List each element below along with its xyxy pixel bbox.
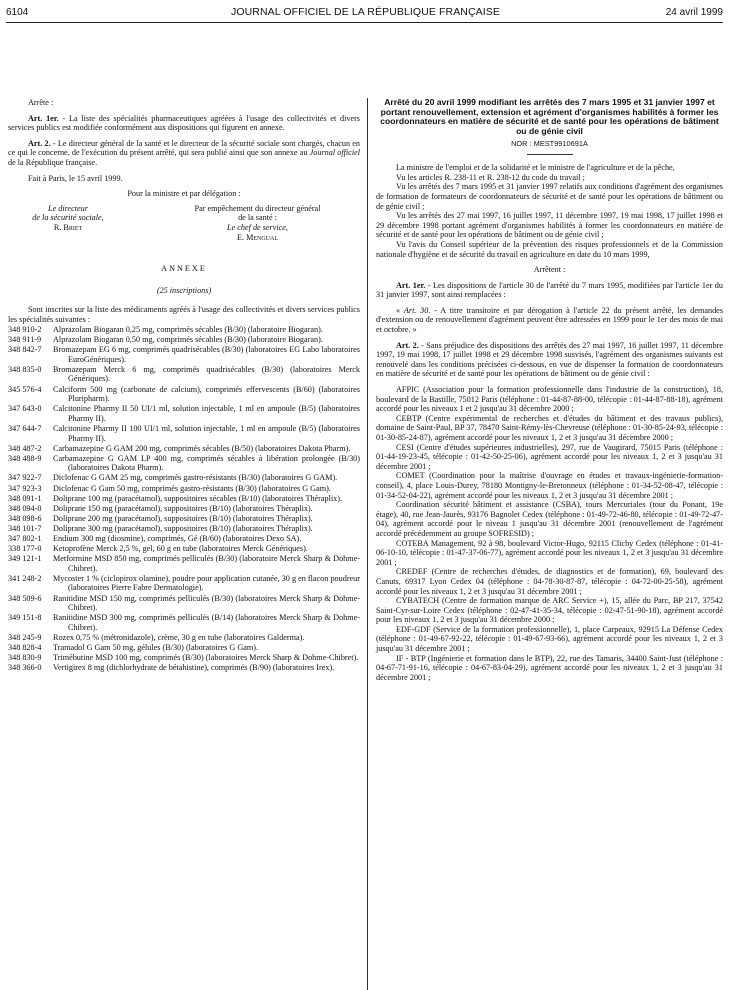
- drug-entry: [8, 574, 360, 593]
- article-2: [8, 139, 360, 168]
- drug-code: 348 098-6: [8, 513, 42, 523]
- drug-code: 341 248-2: [8, 573, 42, 583]
- drug-description: Diclofenac G GAM 25 mg, comprimés gastro-résistants (B/30) (laboratoires G GAM).: [53, 473, 338, 483]
- drug-entry: [8, 594, 360, 613]
- column-divider: [367, 98, 368, 990]
- drug-entry: [8, 613, 360, 632]
- organism-entry: Coordination sécurité bâtiment et assistance (CSBA), tours Mercuriales (tour du Ponant, 19e étage), 40, rue Jean-Jaurès, 93176 Bagnolet Cedex (téléphone : 01-49-72-46-80, télécopie : 01-49-72-47-04), agrément accordé pour le niveau 1 jusqu'au 31 décembre 2001 (renouvellement de l'agrément accordé précédemment au groupe SOFRESID) ;: [376, 500, 723, 538]
- drug-code: 348 245-9: [8, 632, 42, 642]
- nor-reference: NOR : MESТ9910691A: [511, 138, 588, 148]
- drug-code: 338 177-0: [8, 544, 42, 554]
- article-1-text: - La liste des spécialités pharmaceutiques agréées à l'usage des collectivités et divers services publics est modifiée conformément aux dispositions qui figurent en annexe.: [8, 113, 360, 133]
- drug-description: Trimébutine MSD 100 mg, comprimés (B/30) (laboratoires Merck Sharp & Dohme-Chibret).: [53, 653, 359, 663]
- article-30-label: Art. 30.: [403, 305, 431, 315]
- journal-title: JOURNAL OFFICIEL DE LA RÉPUBLIQUE FRANÇAISE: [231, 6, 500, 18]
- drug-code: 348 487-2: [8, 443, 42, 453]
- drug-description: Doliprane 100 mg (paracétamol), suppositoires sécables (B/10) (laboratoires Théraplix).: [53, 493, 343, 503]
- article-30-text: - A titre transitoire et par dérogation à l'article 22 du présent arrêté, les demandes d'extension ou de renouvellement d'agrément peuvent être adressées en 1999 pour le 1er des mois de mai et octobre. »: [376, 305, 724, 335]
- drug-description: Carbamazepine G GAM LP 400 mg, comprimés sécables à libération prolongée (B/30) (laboratoires Dakota Pharm).: [53, 453, 360, 473]
- drug-description: Doliprane 150 mg (paracétamol), suppositoires (B/10) (laboratoires Théraplix).: [53, 503, 313, 513]
- drug-code: 347 923-3: [8, 483, 42, 493]
- drug-entry: [8, 473, 360, 483]
- drug-code: 348 488-9: [8, 453, 42, 463]
- drug-code: 348 094-0: [8, 503, 42, 513]
- signer-right-3: Le chef de service,: [227, 222, 288, 232]
- drug-entry: [8, 404, 360, 423]
- drug-description: Doliprane 300 mg (paracétamol), suppositoires (B/10) (laboratoires Théraplix).: [53, 523, 313, 533]
- drug-code: 349 151-8: [8, 613, 42, 623]
- delegation-line: Pour la ministre et par délégation :: [127, 189, 241, 199]
- drug-entry: [8, 643, 360, 653]
- drug-code: 347 922-7: [8, 473, 42, 483]
- signature-place-date: Fait à Paris, le 15 avril 1999.: [28, 173, 123, 183]
- signature-left: [8, 204, 128, 242]
- annexe-intro: Sont inscrites sur la liste des médicaments agréés à l'usage des collectivités et divers services publics les spécialités suivantes :: [8, 305, 360, 324]
- decree-title: Arrêté du 20 avril 1999 modifiant les arrêtés des 7 mars 1995 et 31 janvier 1997 et portant renouvellement, extension et agrément d'organismes habilités à former les coordonnateurs en matière de sécurité et de santé pour les opérations de bâtiment ou de génie civil: [380, 97, 719, 136]
- drug-entry: [8, 454, 360, 473]
- page-number: 6104: [6, 7, 29, 18]
- drug-entry: [8, 504, 360, 514]
- drug-entry: [8, 554, 360, 573]
- drug-entry: [8, 385, 360, 404]
- visa-paragraph: Vu les articles R. 238-11 et R. 238-12 du code du travail ;: [396, 172, 585, 182]
- drug-code: 347 802-1: [8, 533, 42, 543]
- right-article-1: [376, 281, 723, 300]
- drug-entry: [8, 494, 360, 504]
- quote-open: «: [396, 305, 404, 315]
- page-header: [0, 6, 731, 22]
- drug-code: 347 643-0: [8, 404, 42, 414]
- issue-date: 24 avril 1999: [665, 7, 723, 18]
- drug-description: Diclofenac G Gam 50 mg, comprimés gastro-résistants (B/30) (laboratoires G Gam).: [53, 483, 331, 493]
- visa-paragraph: Vu les arrêtés des 27 mai 1997, 16 juillet 1997, 11 décembre 1997, 19 mai 1998, 17 juillet 1998 et 29 décembre 1998 portant agrément d'organismes habilités à former les coordonnateurs en matière de sécurité et de santé pour les opérations de bâtiment ou de génie civil ;: [376, 211, 723, 240]
- article-2-end: de la République française.: [8, 157, 98, 167]
- signer-title-2: de la sécurité sociale,: [32, 213, 104, 223]
- right-article-1-text: - Les dispositions de l'article 30 de l'arrêté du 7 mars 1995, modifiées par l'article 1er du 31 janvier 1997, sont ainsi remplacées :: [376, 280, 723, 300]
- drug-description: Tramadol G Gam 50 mg, gélules (B/30) (laboratoires G Gam).: [53, 643, 259, 652]
- drug-list: [8, 325, 360, 673]
- article-2-text: - Le directeur général de la santé et le directeur de la sécurité sociale sont chargés, chacun en ce qui le concerne, de l'exécution du présent arrêté, qui sera publié ainsi que son annexe au: [8, 138, 361, 158]
- right-article-2-label: Art. 2.: [396, 340, 419, 350]
- arrete-label: Arrête :: [28, 98, 54, 107]
- drug-entry: [8, 345, 360, 364]
- drug-entry: [8, 633, 360, 643]
- drug-description: Vertigirex 8 mg (dichlorhydrate de bétahistine), comprimés (B/90) (laboratoires Irex).: [53, 663, 335, 673]
- visa-paragraph: Vu les arrêtés des 7 mars 1995 et 31 janvier 1997 relatifs aux conditions d'agrément des organismes de formation de formateurs de coordonnateurs de sécurité et de santé pour les opérations de bâtiment ou de génie civil ;: [376, 182, 723, 211]
- drug-code: 348 366-0: [8, 663, 42, 673]
- organism-list: [376, 385, 723, 682]
- drug-code: 348 101-7: [8, 523, 42, 533]
- left-column: [8, 98, 360, 673]
- organism-entry: IF - BTP (Ingénierie et formation dans le BTP), 22, rue des Tamaris, 34400 Saint-Just (téléphone : 04-67-71-91-16, télécopie : 04-67-83-04-29), agrément accordé pour les niveaux 1, 2 et 3 jusqu'au 31 décembre 2001 ;: [376, 653, 723, 682]
- drug-entry: [8, 663, 360, 673]
- signer-title-1: Le directeur: [48, 203, 88, 213]
- signer-right-2: de la santé :: [238, 213, 277, 223]
- organism-entry: EDF-GDF (Service de la formation professionnelle), 1, place Carpeaux, 92915 La Défense Cedex (téléphone : 01-49-67-92-22, télécopie : 01-49-67-93-66), agrément accordé pour les niveaux 1, 2 et 3 jusqu'au 31 décembre 2001 ;: [376, 624, 723, 654]
- drug-entry: [8, 365, 360, 384]
- visa-paragraphs: [376, 163, 723, 259]
- drug-description: Carbamazepine G GAM 200 mg, comprimés sécables (B/50) (laboratoires Dakota Pharm).: [53, 443, 351, 453]
- drug-description: Alprazolam Biogaran 0,25 mg, comprimés sécables (B/30) (laboratoire Biogaran).: [53, 325, 323, 334]
- drug-description: Rozex 0,75 % (métronidazole), crème, 30 g en tube (laboratoires Galderma).: [53, 632, 305, 642]
- inscriptions-count: (25 inscriptions): [156, 285, 212, 295]
- organism-entry: AFPIC (Association pour la formation professionnelle dans l'industrie de la construction), 18, boulevard de la Bastille, 75012 Paris (téléphone : 01-44-87-88-00, télécopie : 01-44-87-88-18), agrément accordé pour les niveaux 1 et 2 jusqu'au 31 décembre 2000 ;: [376, 385, 723, 414]
- signatures: [8, 204, 360, 242]
- drug-entry: [8, 335, 360, 345]
- signer-name-left: R. Briet: [53, 222, 83, 232]
- drug-description: Ranitidine MSD 150 mg, comprimés pelliculés (B/30) (laboratoires Merck Sharp & Dohme-Chibret).: [53, 593, 360, 613]
- article-1: [8, 114, 360, 133]
- drug-entry: [8, 444, 360, 454]
- drug-entry: [8, 653, 360, 663]
- drug-entry: [8, 544, 360, 554]
- drug-description: Endium 300 mg (diosmine), comprimés, Gé (B/60) (laboratoires Dexo SA).: [53, 533, 302, 543]
- drug-code: 348 830-9: [8, 653, 42, 663]
- drug-code: 348 828-4: [8, 643, 42, 652]
- drug-entry: [8, 484, 360, 494]
- article-2-label: Art. 2.: [28, 138, 51, 148]
- organism-entry: CESI (Centre d'études supérieures industrielles), 297, rue de Vaugirard, 75015 Paris (téléphone : 01-44-19-23-45, télécopie : 01-42-50-25-06), agrément accordé pour les niveaux 1, 2 et 3 jusqu'au 31 décembre 2001 ;: [376, 442, 723, 471]
- drug-code: 347 644-7: [8, 423, 42, 433]
- right-article-1-label: Art. 1er.: [396, 280, 426, 290]
- drug-code: 345 576-4: [8, 384, 42, 394]
- organism-entry: COTEBA Management, 92 à 98, boulevard Victor-Hugo, 92115 Clichy Cedex (téléphone : 01-41-06-10-10, télécopie : 01-47-37-06-77), agrément accordé pour les niveaux 1, 2 et 3 jusqu'au 31 décembre 2001 ;: [376, 538, 723, 567]
- visa-paragraph: Vu l'avis du Conseil supérieur de la prévention des risques professionnels et de la Commission nationale d'hygiène et de sécurité du travail en agriculture en date du 10 mars 1999,: [376, 239, 723, 259]
- drug-entry: [8, 514, 360, 524]
- drug-code: 348 835-0: [8, 364, 42, 374]
- organism-entry: COMET (Coordination pour la maîtrise d'ouvrage en études et travaux-ingénierie-formation-conseil), 4, place Louis-Durey, 78180 Montigny-le-Bretonneux (téléphone : 01-34-52-08-47, télécopie : 01-34-52-04-22), agrément accordé pour les niveaux 1, 2 et 3 jusqu'au 31 décembre 2001 ;: [376, 471, 723, 500]
- header-rule: [6, 22, 723, 23]
- drug-description: Ranitidine MSD 300 mg, comprimés pelliculés (B/14) (laboratoires Merck Sharp & Dohme-Chibret).: [53, 613, 360, 632]
- signer-right-1: Par empêchement du directeur général: [194, 203, 321, 213]
- visa-paragraph: La ministre de l'emploi et de la solidarité et le ministre de l'agriculture et de la pêche,: [396, 163, 675, 173]
- right-article-2: [376, 341, 723, 379]
- arretent-label: Arrêtent :: [533, 265, 566, 275]
- drug-code: 348 091-1: [8, 493, 42, 503]
- drug-entry: [8, 534, 360, 544]
- organism-entry: CYBATECH (Centre de formation marque de ARC Service +), 15, allée du Parc, BP 217, 37542 Saint-Cyr-sur-Loire Cedex (téléphone : 02-47-41-35-34, télécopie : 02-47-51-90-18), agrément accordé pour les niveaux 1, 2 et 3 jusqu'au 31 décembre 2000 ;: [376, 596, 723, 625]
- signer-name-right: E. Mengual: [236, 232, 279, 242]
- drug-code: 348 509-6: [8, 593, 42, 603]
- title-separator: [527, 154, 573, 155]
- drug-description: Calcitonine Pharmy II 100 UI/1 ml, solution injectable, 1 ml en ampoule (B/5) (laboratoires Pharmy II).: [53, 423, 360, 443]
- drug-code: 348 842-7: [8, 345, 42, 355]
- drug-description: Ketoprofène Merck 2,5 %, gel, 60 g en tube (laboratoires Merck Génériques).: [53, 544, 308, 554]
- annexe-heading: ANNEXE: [161, 264, 207, 274]
- drug-description: Calciform 500 mg (carbonate de calcium), comprimés effervescents (B/60) (laboratoires Pluripharm).: [53, 384, 360, 404]
- drug-description: Alprazolam Biogaran 0,50 mg, comprimés sécables (B/30) (laboratoire Biogaran).: [53, 335, 323, 345]
- journal-officiel-ref: Journal officiel: [309, 148, 361, 158]
- article-1-label: Art. 1er.: [28, 113, 59, 123]
- drug-description: Bromazepam EG 6 mg, comprimés quadrisécables (B/30) (laboratoires EG Labo laboratoires EuroGénériques).: [53, 345, 360, 364]
- organism-entry: CREDEF (Centre de recherches d'études, de diagnostics et de formation), 69, boulevard des Canuts, 69317 Lyon Cedex 04 (téléphone : 04-78-30-87-87, télécopie : 04-72-00-25-58), agrément accordé pour les niveaux 1, 2 et 3 jusqu'au 31 décembre 2001 ;: [376, 567, 723, 596]
- article-30-quote: [376, 306, 723, 335]
- drug-description: Mycoster 1 % (ciclopirox olamine), poudre pour application cutanée, 30 g en flacon poudreur (laboratoires Pierre Fabre Dermatologie).: [53, 573, 360, 593]
- right-article-2-text: - Sans préjudice des dispositions des arrêtés des 27 mai 1997, 16 juillet 1997, 11 décembre 1997, 19 mai 1998, 17 juillet 1998 et 29 décembre 1998 susvisés, l'agrément des organismes suivants est renouvelé dans les conditions précisées ci-dessous, en vue de dispenser la formation de coordonnateurs en matière de sécurité et de santé pour les opérations de bâtiment ou de génie civil :: [376, 340, 723, 379]
- drug-entry: [8, 325, 360, 335]
- right-column: [376, 98, 723, 682]
- organism-entry: CEBTP (Centre expérimental de recherches et d'études du bâtiment et des travaux publics), domaine de Saint-Paul, BP 37, 78470 Saint-Rémy-lès-Chevreuse (téléphone : 01-30-85-24-93, télécopie : 01-30-85-24-87), agrément accordé pour les niveaux 1, 2 et 3 jusqu'au 31 décembre 2000 ;: [376, 413, 723, 442]
- drug-entry: [8, 524, 360, 534]
- drug-code: 349 121-1: [8, 554, 42, 564]
- drug-code: 348 910-2: [8, 325, 42, 334]
- drug-code: 348 911-9: [8, 335, 42, 345]
- drug-description: Doliprane 200 mg (paracétamol), suppositoires (B/10) (laboratoires Théraplix).: [53, 513, 313, 523]
- signature-right: [155, 204, 360, 242]
- drug-description: Bromazepam Merck 6 mg, comprimés quadrisécables (B/30) (laboratoires Merck Génériques).: [53, 364, 360, 384]
- drug-entry: [8, 424, 360, 443]
- drug-description: Calcitonine Pharmy II 50 UI/1 ml, solution injectable, 1 ml en ampoule (B/5) (laboratoires Pharmy II).: [53, 404, 360, 423]
- drug-description: Metformine MSD 850 mg, comprimés pelliculés (B/30) (laboratoire Merck Sharp & Dohme-Chibret).: [53, 554, 360, 573]
